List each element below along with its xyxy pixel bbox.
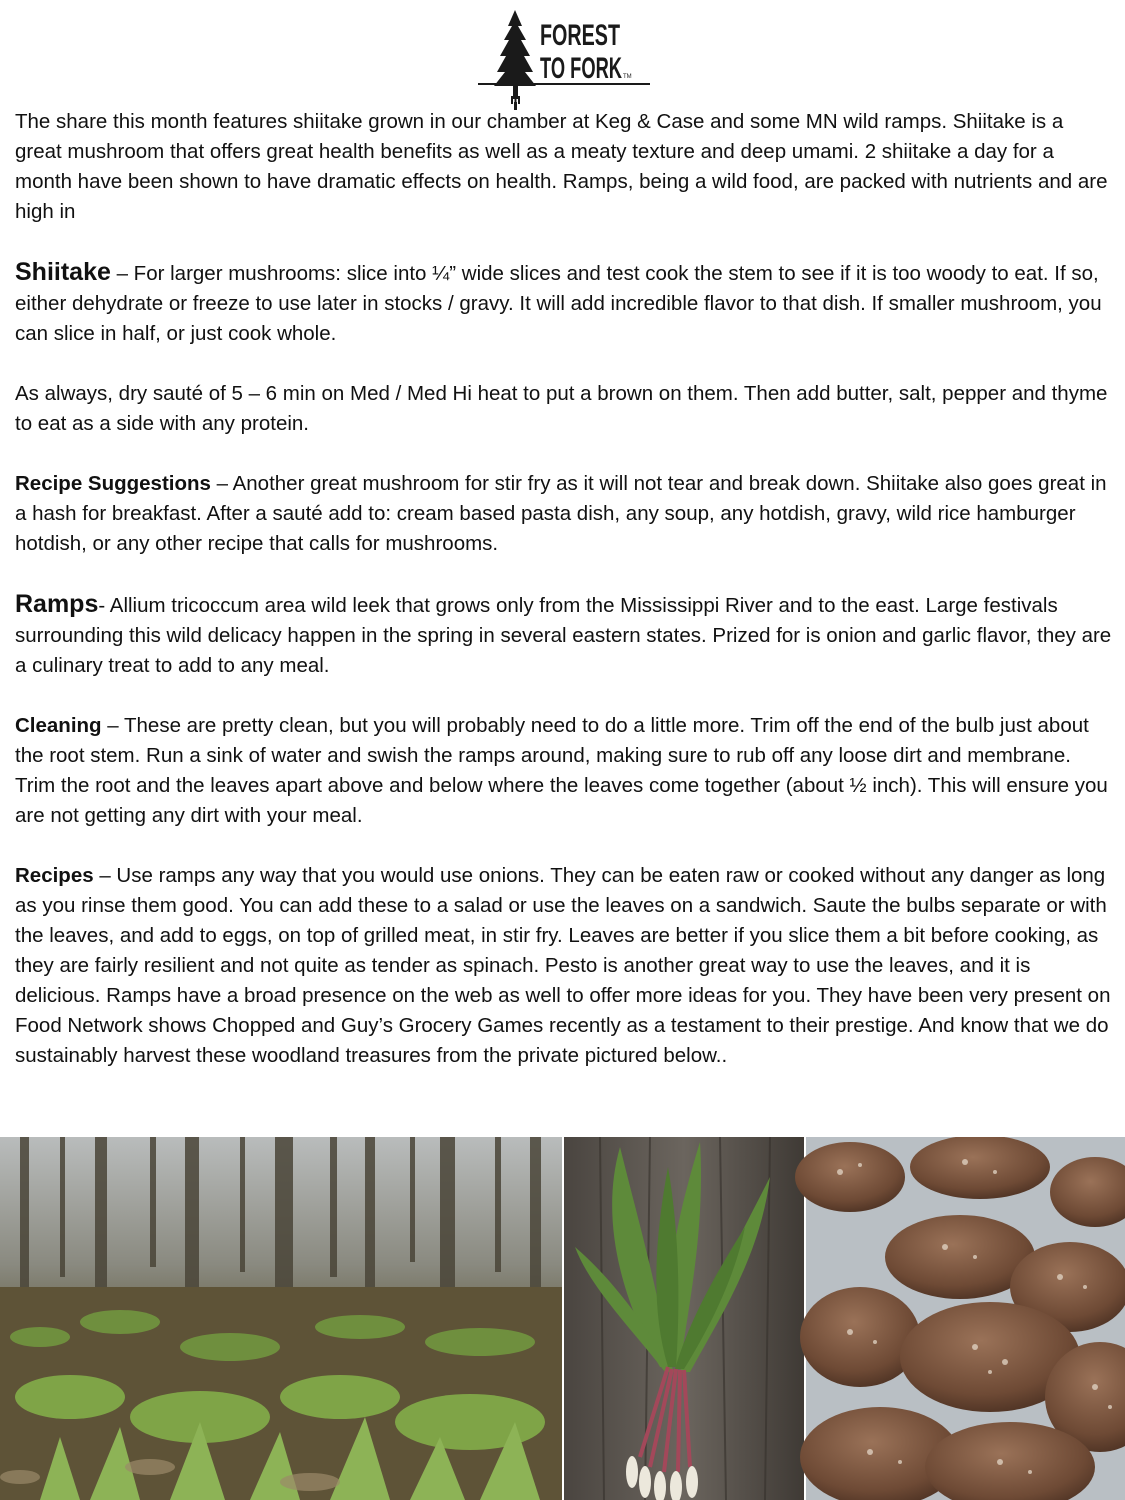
logo-trademark: TM bbox=[623, 74, 632, 80]
logo-line1: FOREST bbox=[540, 19, 620, 52]
shiitake-heading: Shiitake bbox=[15, 258, 111, 286]
photo-strip bbox=[0, 1137, 1125, 1500]
shiitake-text: – For larger mushrooms: slice into ¼” wide slices and test cook the stem to see if it is too woody to eat. If so, either dehydrate or freeze to use later in stocks / gravy. It will add incredible flavor to that dish. If smaller mushroom, you can slice in half, or just cook whole. bbox=[15, 262, 1102, 345]
cleaning-text: – These are pretty clean, but you will probably need to do a little more. Trim off the end of the bulb just about the root stem. Run a sink of water and swish the ramps around, making sure to rub off any loose dirt and membrane. Trim the root and the leaves apart above and below where the leaves come together (about ½ inch). This will ensure you are not getting any dirt with your meal. bbox=[15, 714, 1108, 827]
cleaning-heading: Cleaning bbox=[15, 714, 102, 737]
ramps-section bbox=[15, 589, 1115, 681]
logo-line2: TO FORK bbox=[540, 52, 623, 85]
ramps-heading: Ramps bbox=[15, 590, 99, 618]
forest-to-fork-logo bbox=[478, 6, 653, 110]
recipe-suggestions-heading: Recipe Suggestions bbox=[15, 472, 211, 495]
intro-paragraph: The share this month features shiitake grown in our chamber at Keg & Case and some MN wild ramps. Shiitake is a great mushroom that offers great health benefits as well as a meaty texture and deep umami. 2 shiitake a day for a month have been shown to have dramatic effects on health. Ramps, being a wild food, are packed with nutrients and are high in bbox=[15, 110, 1108, 223]
recipes-heading: Recipes bbox=[15, 864, 94, 887]
recipe-suggestions-text: – Another great mushroom for stir fry as it will not tear and break down. Shiitake also goes great in a hash for breakfast. After a sauté add to: cream based pasta dish, any soup, any hotdish, gravy, wild rice hamburger hotdish, or any other recipe that calls for mushrooms. bbox=[15, 472, 1107, 555]
ramp-bunch-photo bbox=[564, 1137, 804, 1500]
forest-floor-ramps-photo bbox=[0, 1137, 562, 1500]
recipes-text: – Use ramps any way that you would use onions. They can be eaten raw or cooked without any danger as long as you rinse them good. You can add these to a salad or use the leaves on a sandwich. Saute the bulbs separate or with the leaves, and add to eggs, on top of grilled meat, in stir fry. Leaves are better if you slice them a bit before cooking, as they are fairly resilient and not quite as tender as spinach. Pesto is another great way to use the leaves, and it is delicious. Ramps have a broad presence on the web as well to offer more ideas for you. They have been very present on Food Network shows Chopped and Guy’s Grocery Games recently as a testament to their prestige. And know that we do sustainably harvest these woodland treasures from the private pictured below.. bbox=[15, 864, 1111, 1067]
tree-fork-logo-icon bbox=[478, 6, 653, 110]
recipes-section bbox=[15, 861, 1115, 1071]
saute-paragraph: As always, dry sauté of 5 – 6 min on Med / Med Hi heat to put a brown on them. Then add butter, salt, pepper and thyme to eat as a side with any protein. bbox=[15, 382, 1108, 435]
shiitake-section bbox=[15, 257, 1115, 349]
shiitake-cluster-photo bbox=[795, 1137, 1125, 1500]
cleaning-section bbox=[15, 711, 1115, 831]
share-description bbox=[15, 107, 1115, 1101]
recipe-suggestions-section bbox=[15, 469, 1115, 559]
ramps-text: - Allium tricoccum area wild leek that grows only from the Mississippi River and to the east. Large festivals surrounding this wild delicacy happen in the spring in several eastern states. Prized for is onion and garlic flavor, they are a culinary treat to add to any meal. bbox=[15, 594, 1112, 677]
